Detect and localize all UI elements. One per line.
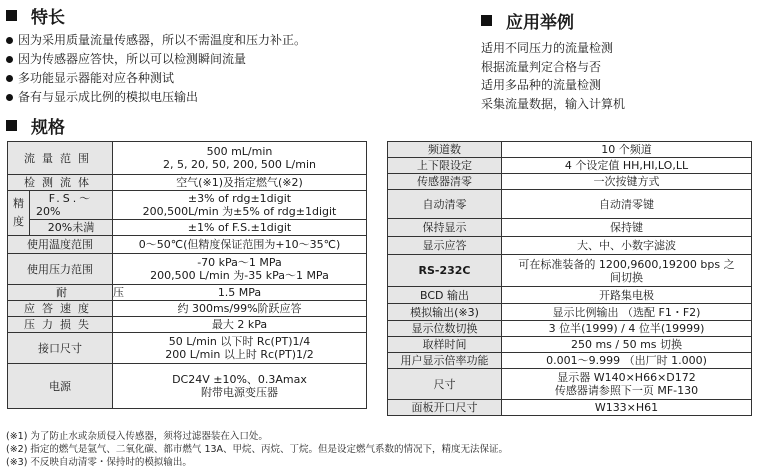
table-row (8, 317, 367, 333)
table-row (8, 142, 367, 175)
port-size-label: 接口尺寸 (8, 333, 113, 364)
display-response-value: 大、中、小数字滤波 (502, 237, 752, 255)
spec-table-right (387, 141, 752, 416)
table-row (388, 237, 752, 255)
flow-range-label: 流量范围 (8, 142, 113, 175)
pressure-range-label: 使用压力范围 (8, 254, 113, 285)
limits-label: 上下限设定 (388, 158, 502, 174)
table-row (8, 236, 367, 254)
channels-value: 10 个频道 (502, 142, 752, 158)
size-label: 尺寸 (388, 369, 502, 400)
footnote-1: (※1) 为了防止水或杂质侵入传感器，须将过滤器装在入口处。 (6, 431, 268, 442)
auto-zero-label: 自动清零 (388, 190, 502, 219)
table-row (388, 304, 752, 321)
spec-heading: 规格 (6, 113, 65, 138)
limits-value: 4 个设定值 HH,HI,LO,LL (502, 158, 752, 174)
table-row (388, 158, 752, 174)
port-size-value: 50 L/min 以下时 Rc(PT)1/4 200 L/min 以上时 Rc(PT)1/2 (113, 333, 367, 364)
ratio-value: 0.001～9.999 （出厂时 1.000) (502, 353, 752, 369)
temp-range-label: 使用温度范围 (8, 236, 113, 254)
power-label: 电源 (8, 364, 113, 409)
withstand-label: 耐压 (8, 285, 113, 301)
size-value: 显示器 W140×H66×D172 传感器请参照下一页 MF-130 (502, 369, 752, 400)
square-bullet-icon (6, 10, 17, 21)
detect-fluid-value: 空气(※1)及指定燃气(※2) (113, 175, 367, 191)
bullet-dot-icon (6, 56, 13, 63)
applications-heading: 应用举例 (481, 8, 574, 33)
ratio-label: 用户显示倍率功能 (388, 353, 502, 369)
list-item: 因为采用质量流量传感器，所以不需温度和压力补正。 (6, 31, 306, 50)
table-row (388, 369, 752, 400)
response-value: 约 300ms/99%阶跃应答 (113, 301, 367, 317)
sensor-zero-label: 传感器清零 (388, 174, 502, 190)
table-row (8, 364, 367, 409)
bullet-dot-icon (6, 37, 13, 44)
panel-cutout-label: 面板开口尺寸 (388, 400, 502, 416)
footnote-2: (※2) 指定的燃气是氩气、二氧化碳、都市燃气 13A、甲烷、丙烷、丁烷。但是设定燃气系数的情况下，精度无法保证。 (6, 444, 509, 455)
power-value: DC24V ±10%、0.3Amax 附带电源变压器 (113, 364, 367, 409)
response-label: 应答速度 (8, 301, 113, 317)
bullet-dot-icon (6, 75, 13, 82)
sampling-label: 取样时间 (388, 337, 502, 353)
table-row (388, 190, 752, 219)
temp-range-value: 0～50℃(但精度保证范围为+10～35℃) (113, 236, 367, 254)
list-item: 备有与显示成比例的模拟电压输出 (6, 88, 306, 107)
footnote-3: (※3) 不反映自动清零・保持时的模拟输出。 (6, 457, 192, 468)
table-row (8, 285, 367, 301)
table-row (388, 219, 752, 237)
auto-zero-value: 自动清零键 (502, 190, 752, 219)
table-row (8, 175, 367, 191)
list-item: 因为传感器应答快，所以可以检测瞬间流量 (6, 50, 306, 69)
square-bullet-icon (481, 15, 492, 26)
panel-cutout-value: W133×H61 (502, 400, 752, 416)
flow-range-value: 500 mL/min 2, 5, 20, 50, 200, 500 L/min (113, 142, 367, 175)
table-row (388, 337, 752, 353)
list-item: 多功能显示器能对应各种测试 (6, 69, 306, 88)
analog-output-label: 模拟输出(※3) (388, 304, 502, 321)
accuracy-label: 精度 (8, 191, 30, 236)
table-row (8, 254, 367, 285)
table-row (388, 400, 752, 416)
analog-output-value: 显示比例输出 （选配 F1・F2) (502, 304, 752, 321)
digits-label: 显示位数切换 (388, 321, 502, 337)
bcd-value: 开路集电极 (502, 287, 752, 304)
withstand-value: 1.5 MPa (113, 285, 367, 301)
table-row (388, 142, 752, 158)
accuracy-under-label: 20%未满 (30, 220, 113, 236)
display-response-label: 显示应答 (388, 237, 502, 255)
list-item: 适用不同压力的流量检测 (481, 41, 614, 55)
channels-label: 频道数 (388, 142, 502, 158)
pressure-range-value: -70 kPa～1 MPa 200,500 L/min 为-35 kPa～1 MPa (113, 254, 367, 285)
pressure-loss-value: 最大 2 kPa (113, 317, 367, 333)
applications-list (481, 39, 625, 113)
rs232-label: RS-232C (388, 255, 502, 287)
pressure-loss-label: 压力损失 (8, 317, 113, 333)
square-bullet-icon (6, 120, 17, 131)
table-row (388, 321, 752, 337)
accuracy-fs-value: ±3% of rdg±1digit 200,500L/min 为±5% of rdg±1digit (113, 191, 367, 220)
list-item: 采集流量数据，输入计算机 (481, 96, 626, 111)
accuracy-fs-label: F.S.～ 20% (30, 191, 113, 220)
rs232-value: 可在标准装备的 1200,9600,19200 bps 之 间切换 (502, 255, 752, 287)
hold-value: 保持键 (502, 219, 752, 237)
table-row (388, 255, 752, 287)
hold-label: 保持显示 (388, 219, 502, 237)
spec-table-left (7, 141, 367, 409)
table-row (8, 220, 367, 236)
bullet-dot-icon (6, 94, 13, 101)
table-row (8, 301, 367, 317)
features-list (6, 31, 306, 107)
list-item: 根据流量判定合格与否 (481, 59, 602, 74)
table-row (388, 287, 752, 304)
bcd-label: BCD 输出 (388, 287, 502, 304)
list-item: 适用多品种的流量检测 (481, 78, 602, 92)
features-heading: 特长 (6, 3, 65, 28)
table-row (8, 191, 367, 220)
table-row (8, 333, 367, 364)
table-row (388, 174, 752, 190)
digits-value: 3 位半(1999) / 4 位半(19999) (502, 321, 752, 337)
detect-fluid-label: 检测流体 (8, 175, 113, 191)
footnotes (6, 430, 508, 469)
sampling-value: 250 ms / 50 ms 切换 (502, 337, 752, 353)
table-row (388, 353, 752, 369)
accuracy-under-value: ±1% of F.S.±1digit (113, 220, 367, 236)
sensor-zero-value: 一次按键方式 (502, 174, 752, 190)
